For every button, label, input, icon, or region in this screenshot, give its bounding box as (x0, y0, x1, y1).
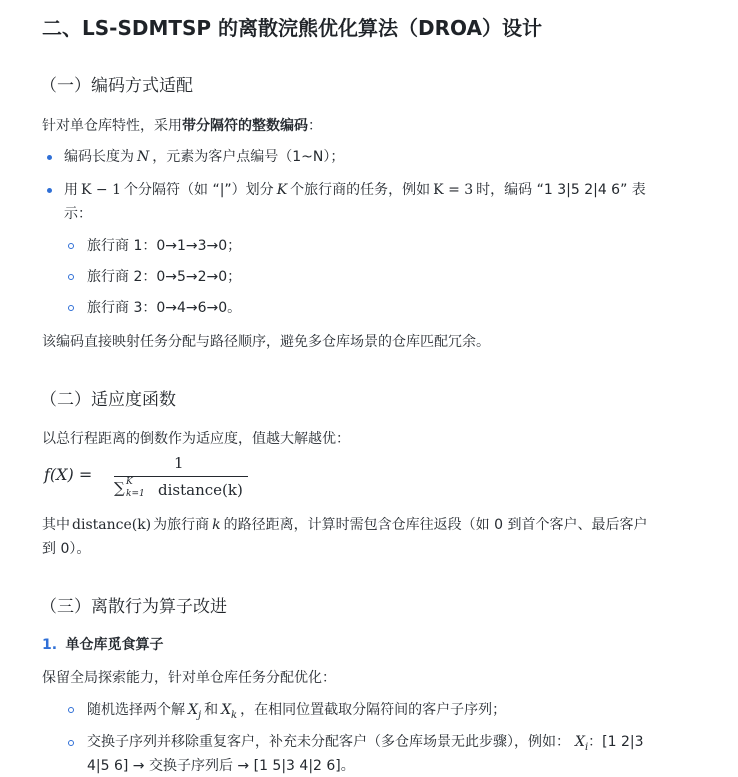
encoding-bullet-length (64, 146, 344, 166)
operator-intro: 保留全局探索能力，针对单仓库任务分配优化： (42, 670, 336, 686)
fitness-note-line2: 到 0）。 (42, 541, 91, 557)
o1-v2: X (221, 702, 232, 718)
o1-s2: k (231, 709, 238, 721)
operator-bullet-select (87, 699, 506, 721)
note-expr: distance(k) (72, 517, 152, 533)
b2-p4: 时，编码 “1 3|5 2|4 6” 表 (476, 182, 646, 198)
operator-item-title (42, 634, 164, 654)
section-heading-encoding: （一）编码方式适配 (40, 76, 193, 96)
bullet-ring (68, 243, 74, 249)
b2-p1: 用 (64, 182, 78, 198)
section-heading-operators: （三）离散行为算子改进 (40, 597, 227, 617)
encoding-intro (42, 115, 322, 135)
bullet-dot (47, 155, 52, 160)
encoding-summary: 该编码直接映射任务分配与路径顺序，避免多仓库场景的仓库匹配冗余。 (42, 334, 490, 350)
b1-prefix: 编码长度为 (64, 149, 134, 165)
formula-sum: ∑ (114, 479, 125, 497)
fitness-intro: 以总行程距离的倒数作为适应度，值越大解越优： (42, 431, 350, 447)
note-p1: 其中 (42, 517, 70, 533)
o1-p3: ，在相同位置截取分隔符间的客户子序列； (240, 702, 507, 718)
encoding-intro-prefix: 针对单仓库特性，采用 (42, 118, 182, 134)
page-title: 二、LS-SDMTSP 的离散浣熊优化算法（DROA）设计 (42, 16, 542, 40)
operator-bullet-swap-line2: 4|5 6] → 交换子序列后 → [1 5|3 4|2 6]。 (87, 758, 355, 774)
bullet-ring (68, 274, 74, 280)
salesman-route-1: 旅行商 1：0→1→3→0； (87, 238, 242, 254)
operator-bullet-swap (87, 731, 644, 753)
fitness-note (42, 514, 647, 534)
o1-s1: j (197, 709, 202, 721)
encoding-intro-bold: 带分隔符的整数编码 (182, 118, 308, 134)
b1-suffix: ，元素为客户点编号（1~N）； (152, 149, 345, 165)
note-var: k (212, 517, 221, 533)
bullet-ring (68, 707, 74, 713)
section-heading-fitness: （二）适应度函数 (40, 390, 176, 410)
item-title: 单仓库觅食算子 (65, 637, 164, 653)
formula-lhs: f(X) = (44, 465, 93, 484)
o2-p2: ：[1 2|3 (588, 734, 644, 750)
bullet-ring (68, 305, 74, 311)
b2-p3: 个旅行商的任务，例如 (290, 182, 431, 198)
encoding-bullet-separator-line2: 示： (64, 206, 92, 222)
item-number: 1. (42, 637, 58, 653)
b2-expr: K − 1 (81, 182, 121, 198)
encoding-intro-suffix: ： (308, 118, 322, 134)
formula-denominator-text: distance(k) (158, 481, 243, 499)
o2-s: i (584, 741, 589, 753)
fraction-bar (114, 476, 248, 477)
bullet-dot (47, 188, 52, 193)
o2-p1: 交换子序列并移除重复客户，补充未分配客户（多仓库场景无此步骤），例如： (87, 734, 570, 750)
o1-v1: X (188, 702, 198, 718)
formula-sum-bottom: k=1 (126, 489, 145, 499)
encoding-bullet-separator (64, 179, 646, 199)
b2-p2: 个分隔符（如 “|”）划分 (124, 182, 274, 198)
b1-var: N (137, 149, 150, 165)
note-p3: 的路径距离，计算时需包含仓库往返段（如 0 到首个客户、最后客户 (223, 517, 648, 533)
b2-expr2: K = 3 (433, 182, 474, 198)
o1-p2: 和 (204, 702, 219, 718)
o2-v: X (575, 734, 585, 750)
salesman-route-3: 旅行商 3：0→4→6→0。 (87, 300, 242, 316)
formula-sum-top: K (126, 477, 133, 487)
o1-p1: 随机选择两个解 (87, 702, 185, 718)
salesman-route-2: 旅行商 2：0→5→2→0； (87, 269, 242, 285)
fitness-formula (44, 454, 254, 502)
b2-var: K (276, 182, 288, 198)
note-p2: 为旅行商 (153, 517, 210, 533)
formula-numerator: 1 (174, 454, 184, 472)
bullet-ring (68, 740, 74, 746)
